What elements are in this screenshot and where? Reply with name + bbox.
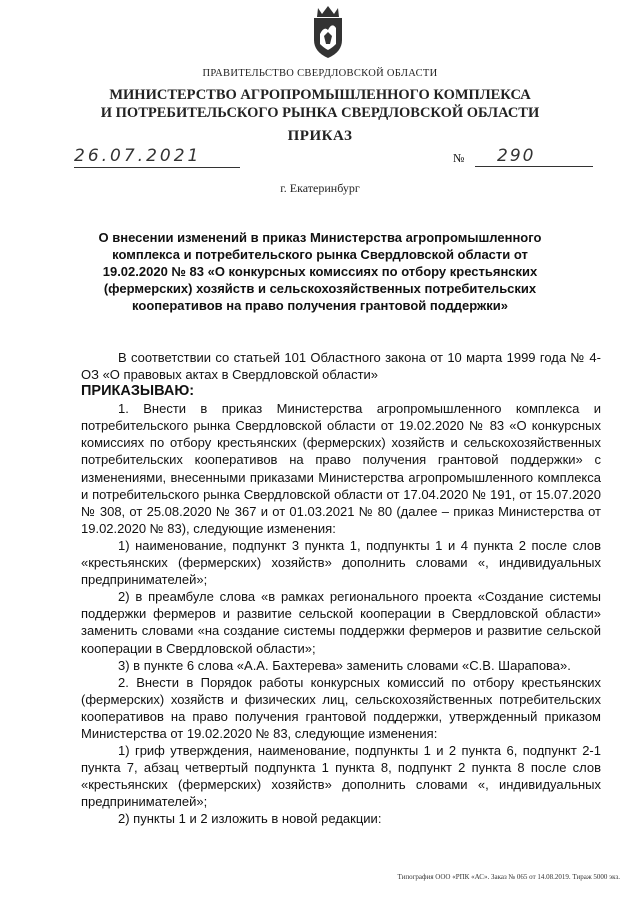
ministry-name [0,86,640,122]
document-type: ПРИКАЗ [287,128,353,144]
ministry-line-1: МИНИСТЕРСТВО АГРОПРОМЫШЛЕННОГО КОМПЛЕКСА [109,87,531,103]
print-footer: Типография ООО «РПК «АС». Заказ № 065 от 14.08.2019. Тираж 5000 экз. [397,873,620,881]
paragraph-2: 2. Внести в Порядок работы конкурсных комиссий по отбору крестьянских (фермерских) хозяйств и физических лиц, сельскохозяйственных потребительских кооперативов на право получения грантовой поддержки, утвержденный приказом Министерства от 19.02.2020 № 83, следующие изменения: [81,674,601,741]
number-label: № [453,151,465,165]
paragraph-1: 1. Внести в приказ Министерства агропромышленного комплекса и потребительского рынка Свердловской области от 19.02.2020 № 83 «О конкурсных комиссиях по отбору крестьянских (фермерских) хозяйств и сельскохозяйственных потребительских кооперативов на право получения грантовой поддержки» с изменениями, внесенными приказами Министерства агропромышленного комплекса и потребительского рынка Свердловской области от 17.04.2020 № 191, от 15.07.2020 № 308, от 25.08.2020 № 367 и от 01.03.2021 № 80 (далее – приказ Министерства от 19.02.2020 № 83), следующие изменения: [81,401,601,536]
paragraph-2-2: 2) пункты 1 и 2 изложить в новой редакции: [118,811,382,827]
paragraph-1-1: 1) наименование, подпункт 3 пункта 1, подпункты 1 и 4 пункта 2 после слов «крестьянских (фермерских) хозяйств» дополнить словами «, индивидуальных предпринимателей»; [81,537,601,588]
order-date: 26.07.2021 [74,146,240,168]
government-name: ПРАВИТЕЛЬСТВО СВЕРДЛОВСКОЙ ОБЛАСТИ [202,68,438,79]
paragraph-1-3: 3) в пункте 6 слова «А.А. Бахтерева» заменить словами «С.В. Шарапова». [118,657,571,673]
paragraph-2-1: 1) гриф утверждения, наименование, подпункты 1 и 2 пункта 6, подпункт 2-1 пункта 7, абзац четвертый подпункта 1 пункта 8, подпункт 2 пункта 8 после слов «крестьянских (фермерских) хозяйств» дополнить словами «, индивидуальных предпринимателей»; [81,743,601,810]
document-body [81,349,601,828]
city: г. Екатеринбург [280,181,360,195]
ministry-line-2: И ПОТРЕБИТЕЛЬСКОГО РЫНКА СВЕРДЛОВСКОЙ ОБЛАСТИ [100,105,540,121]
coat-of-arms-icon [306,4,350,60]
order-number: 290 [475,146,593,167]
preamble: В соответствии со статьей 101 Областного закона от 10 марта 1999 года № 4-ОЗ «О правовых актах в Свердловской области» [81,350,601,383]
decree-heading: ПРИКАЗЫВАЮ: [81,383,195,400]
order-subject: О внесении изменений в приказ Министерства агропромышленного комплекса и потребительского рынка Свердловской области от 19.02.2020 № 83 «О конкурсных комиссиях по отбору крестьянских (фермерских) хозяйств и сельскохозяйственных потребительских кооперативов на право получения грантовой поддержки» [98,230,542,313]
paragraph-1-2: 2) в преамбуле слова «в рамках регионального проекта «Создание системы поддержки фермеров и развитие сельской кооперации в Свердловской области» заменить словами «на создание системы поддержки фермеров и развитие сельской кооперации в Свердловской области»; [81,589,601,656]
